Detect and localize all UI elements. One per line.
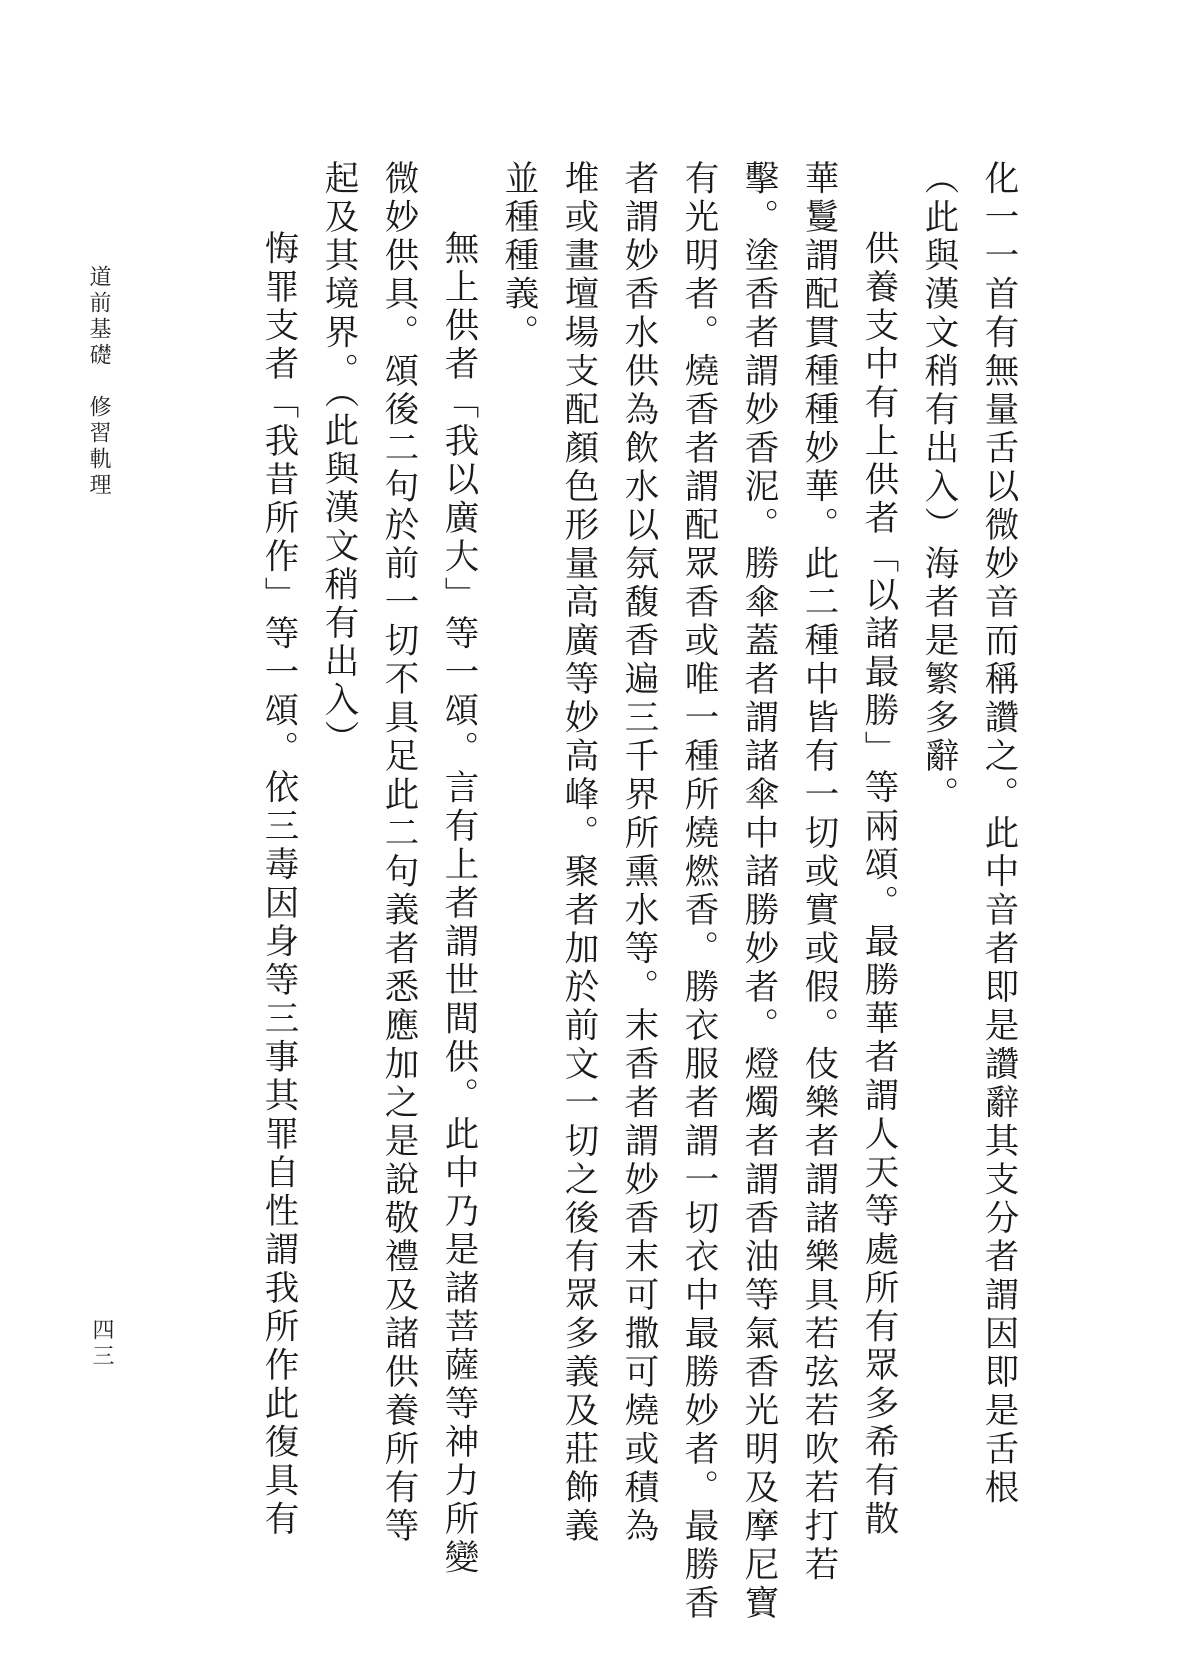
text-column: 悔罪支者「我昔所作」等一頌。依三毒因身等三事其罪自性謂我所作此復具有 [258, 230, 298, 1539]
text-column: 擊。塗香者謂妙香泥。勝傘蓋者謂諸傘中諸勝妙者。燈燭者謂香油等氣香光明及摩尼寶 [738, 160, 778, 1623]
book-title: 道前基礎 修習軌理 [86, 265, 111, 499]
text-column: 微妙供具。頌後二句於前一切不具足此二句義者悉應加之是說敬禮及諸供養所有等 [378, 160, 418, 1546]
text-column: 並種種義。 [498, 160, 538, 353]
text-column: 堆或畫壇場支配顏色形量高廣等妙高峰。聚者加於前文一切之後有眾多義及莊飾義 [558, 160, 598, 1546]
text-column: 有光明者。燒香者謂配眾香或唯一種所燒燃香。勝衣服者謂一切衣中最勝妙者。最勝香 [678, 160, 718, 1623]
text-column: 供養支中有上供者「以諸最勝」等兩頌。最勝華者謂人天等處所有眾多希有散 [858, 230, 898, 1539]
text-column: 華鬘謂配貫種種妙華。此二種中皆有一切或實或假。伎樂者謂諸樂具若弦若吹若打若 [798, 160, 838, 1585]
page-number: 四三 [89, 1318, 114, 1370]
text-column: 起及其境界。（此與漢文稍有出入） [318, 160, 358, 759]
text-column: （此與漢文稍有出入）海者是繁多辭。 [918, 160, 958, 815]
text-column: 者謂妙香水供為飲水以氛馥香遍三千界所熏水等。末香者謂妙香末可撒可燒或積為 [618, 160, 658, 1546]
text-column: 無上供者「我以廣大」等一頌。言有上者謂世間供。此中乃是諸菩薩等神力所變 [438, 230, 478, 1578]
text-column: 化一一首有無量舌以微妙音而稱讚之。此中音者即是讚辭其支分者謂因即是舌根 [978, 160, 1018, 1508]
body-text [248, 160, 1028, 1623]
